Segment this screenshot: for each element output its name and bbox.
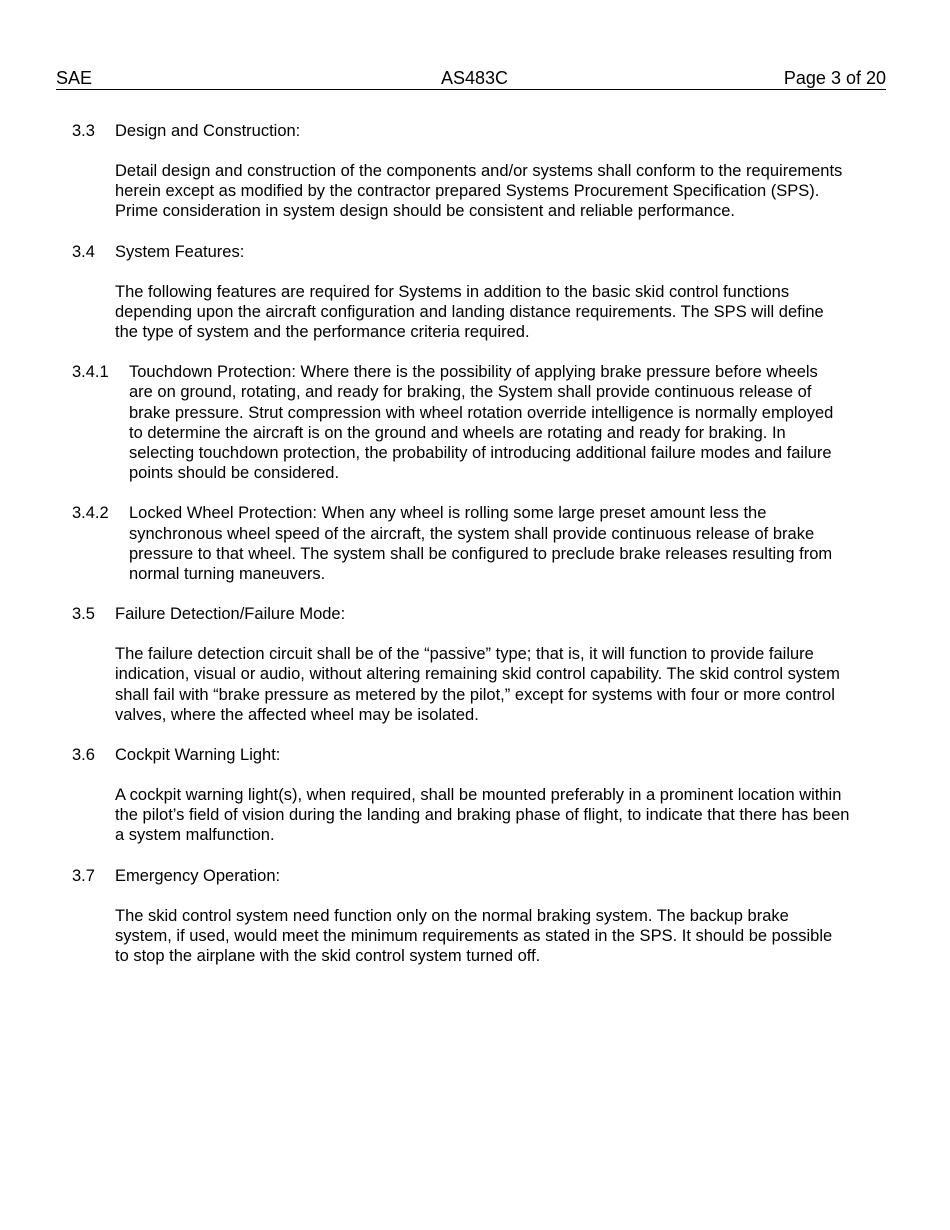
text-line: Touchdown Protection: Where there is the possibility of applying brake pressure before wheels xyxy=(129,363,818,382)
section-title: Design and Construction: xyxy=(115,122,301,140)
section-title: Failure Detection/Failure Mode: xyxy=(115,605,346,624)
section-heading xyxy=(72,242,872,262)
text-line: Locked Wheel Protection: When any wheel is rolling some large preset amount less the xyxy=(129,504,767,523)
section-number: 3.4 xyxy=(72,242,95,261)
text-line: A cockpit warning light(s), when required, shall be mounted preferably in a prominent location within xyxy=(115,786,842,805)
text-line: Prime consideration in system design should be consistent and reliable performance. xyxy=(115,202,735,221)
section-paragraph xyxy=(115,161,872,222)
section-title: Emergency Operation: xyxy=(115,866,281,885)
section-paragraph xyxy=(115,785,872,846)
text-line: to stop the airplane with the skid control system turned off. xyxy=(115,947,541,966)
section-3-3 xyxy=(72,121,872,222)
section-paragraph xyxy=(129,503,872,584)
header-doc-number: AS483C xyxy=(441,68,509,88)
section-heading xyxy=(72,604,872,624)
section-heading xyxy=(72,745,872,765)
text-line: brake pressure. Strut compression with wheel rotation override intelligence is normally employed xyxy=(129,403,834,422)
text-line: points should be considered. xyxy=(129,464,340,483)
text-line: The following features are required for Systems in addition to the basic skid control functions xyxy=(115,282,790,301)
text-line: normal turning maneuvers. xyxy=(129,565,326,584)
section-heading xyxy=(72,121,872,141)
section-number: 3.4.1 xyxy=(72,363,109,382)
text-line: pressure to that wheel. The system shall be configured to preclude brake releases resulting from xyxy=(129,544,833,563)
text-line: depending upon the aircraft configuration and landing distance requirements. The SPS will define xyxy=(115,302,824,321)
text-line: shall fail with “brake pressure as metered by the pilot,” except for systems with four or more control xyxy=(115,685,835,704)
section-number: 3.6 xyxy=(72,746,95,765)
text-line: the pilot’s field of vision during the landing and braking phase of flight, to indicate that there has been xyxy=(115,806,850,825)
text-line: selecting touchdown protection, the probability of introducing additional failure modes and failure xyxy=(129,444,832,463)
section-number: 3.4.2 xyxy=(72,504,109,523)
section-number: 3.3 xyxy=(72,122,95,140)
section-3-4-1 xyxy=(72,362,872,483)
text-line: indication, visual or audio, without altering remaining skid control capability. The skid control system xyxy=(115,665,840,684)
section-title: System Features: xyxy=(115,242,245,261)
document-body xyxy=(72,121,872,986)
text-line: herein except as modified by the contractor prepared Systems Procurement Specification (SPS). xyxy=(115,182,820,201)
text-line: The failure detection circuit shall be of the “passive” type; that is, it will function to provide failure xyxy=(115,645,814,664)
section-3-6 xyxy=(72,745,872,846)
section-paragraph xyxy=(129,362,872,483)
section-number: 3.7 xyxy=(72,866,95,885)
section-3-7 xyxy=(72,866,872,967)
section-title: Cockpit Warning Light: xyxy=(115,746,281,765)
section-3-4-2 xyxy=(72,503,872,584)
text-line: The skid control system need function only on the normal braking system. The backup brake xyxy=(115,906,789,925)
text-line: synchronous wheel speed of the aircraft, the system shall provide continuous release of brake xyxy=(129,524,815,543)
header-page-number: Page 3 of 20 xyxy=(783,68,886,88)
section-3-4 xyxy=(72,242,872,343)
section-heading xyxy=(72,866,872,886)
text-line: Detail design and construction of the components and/or systems shall conform to the requirements xyxy=(115,162,843,180)
text-line: valves, where the affected wheel may be isolated. xyxy=(115,705,479,724)
text-line: are on ground, rotating, and ready for braking, the System shall provide continuous release of xyxy=(129,383,812,402)
section-paragraph xyxy=(115,282,872,343)
text-line: the type of system and the performance criteria required. xyxy=(115,323,530,342)
section-3-5 xyxy=(72,604,872,725)
page-header xyxy=(56,67,886,90)
section-paragraph xyxy=(115,644,872,725)
section-paragraph xyxy=(115,906,872,967)
text-line: a system malfunction. xyxy=(115,826,275,845)
text-line: to determine the aircraft is on the ground and wheels are rotating and ready for braking. In xyxy=(129,423,786,442)
text-line: system, if used, would meet the minimum requirements as stated in the SPS. It should be possible xyxy=(115,926,833,945)
section-number: 3.5 xyxy=(72,605,95,624)
header-org: SAE xyxy=(56,68,93,88)
